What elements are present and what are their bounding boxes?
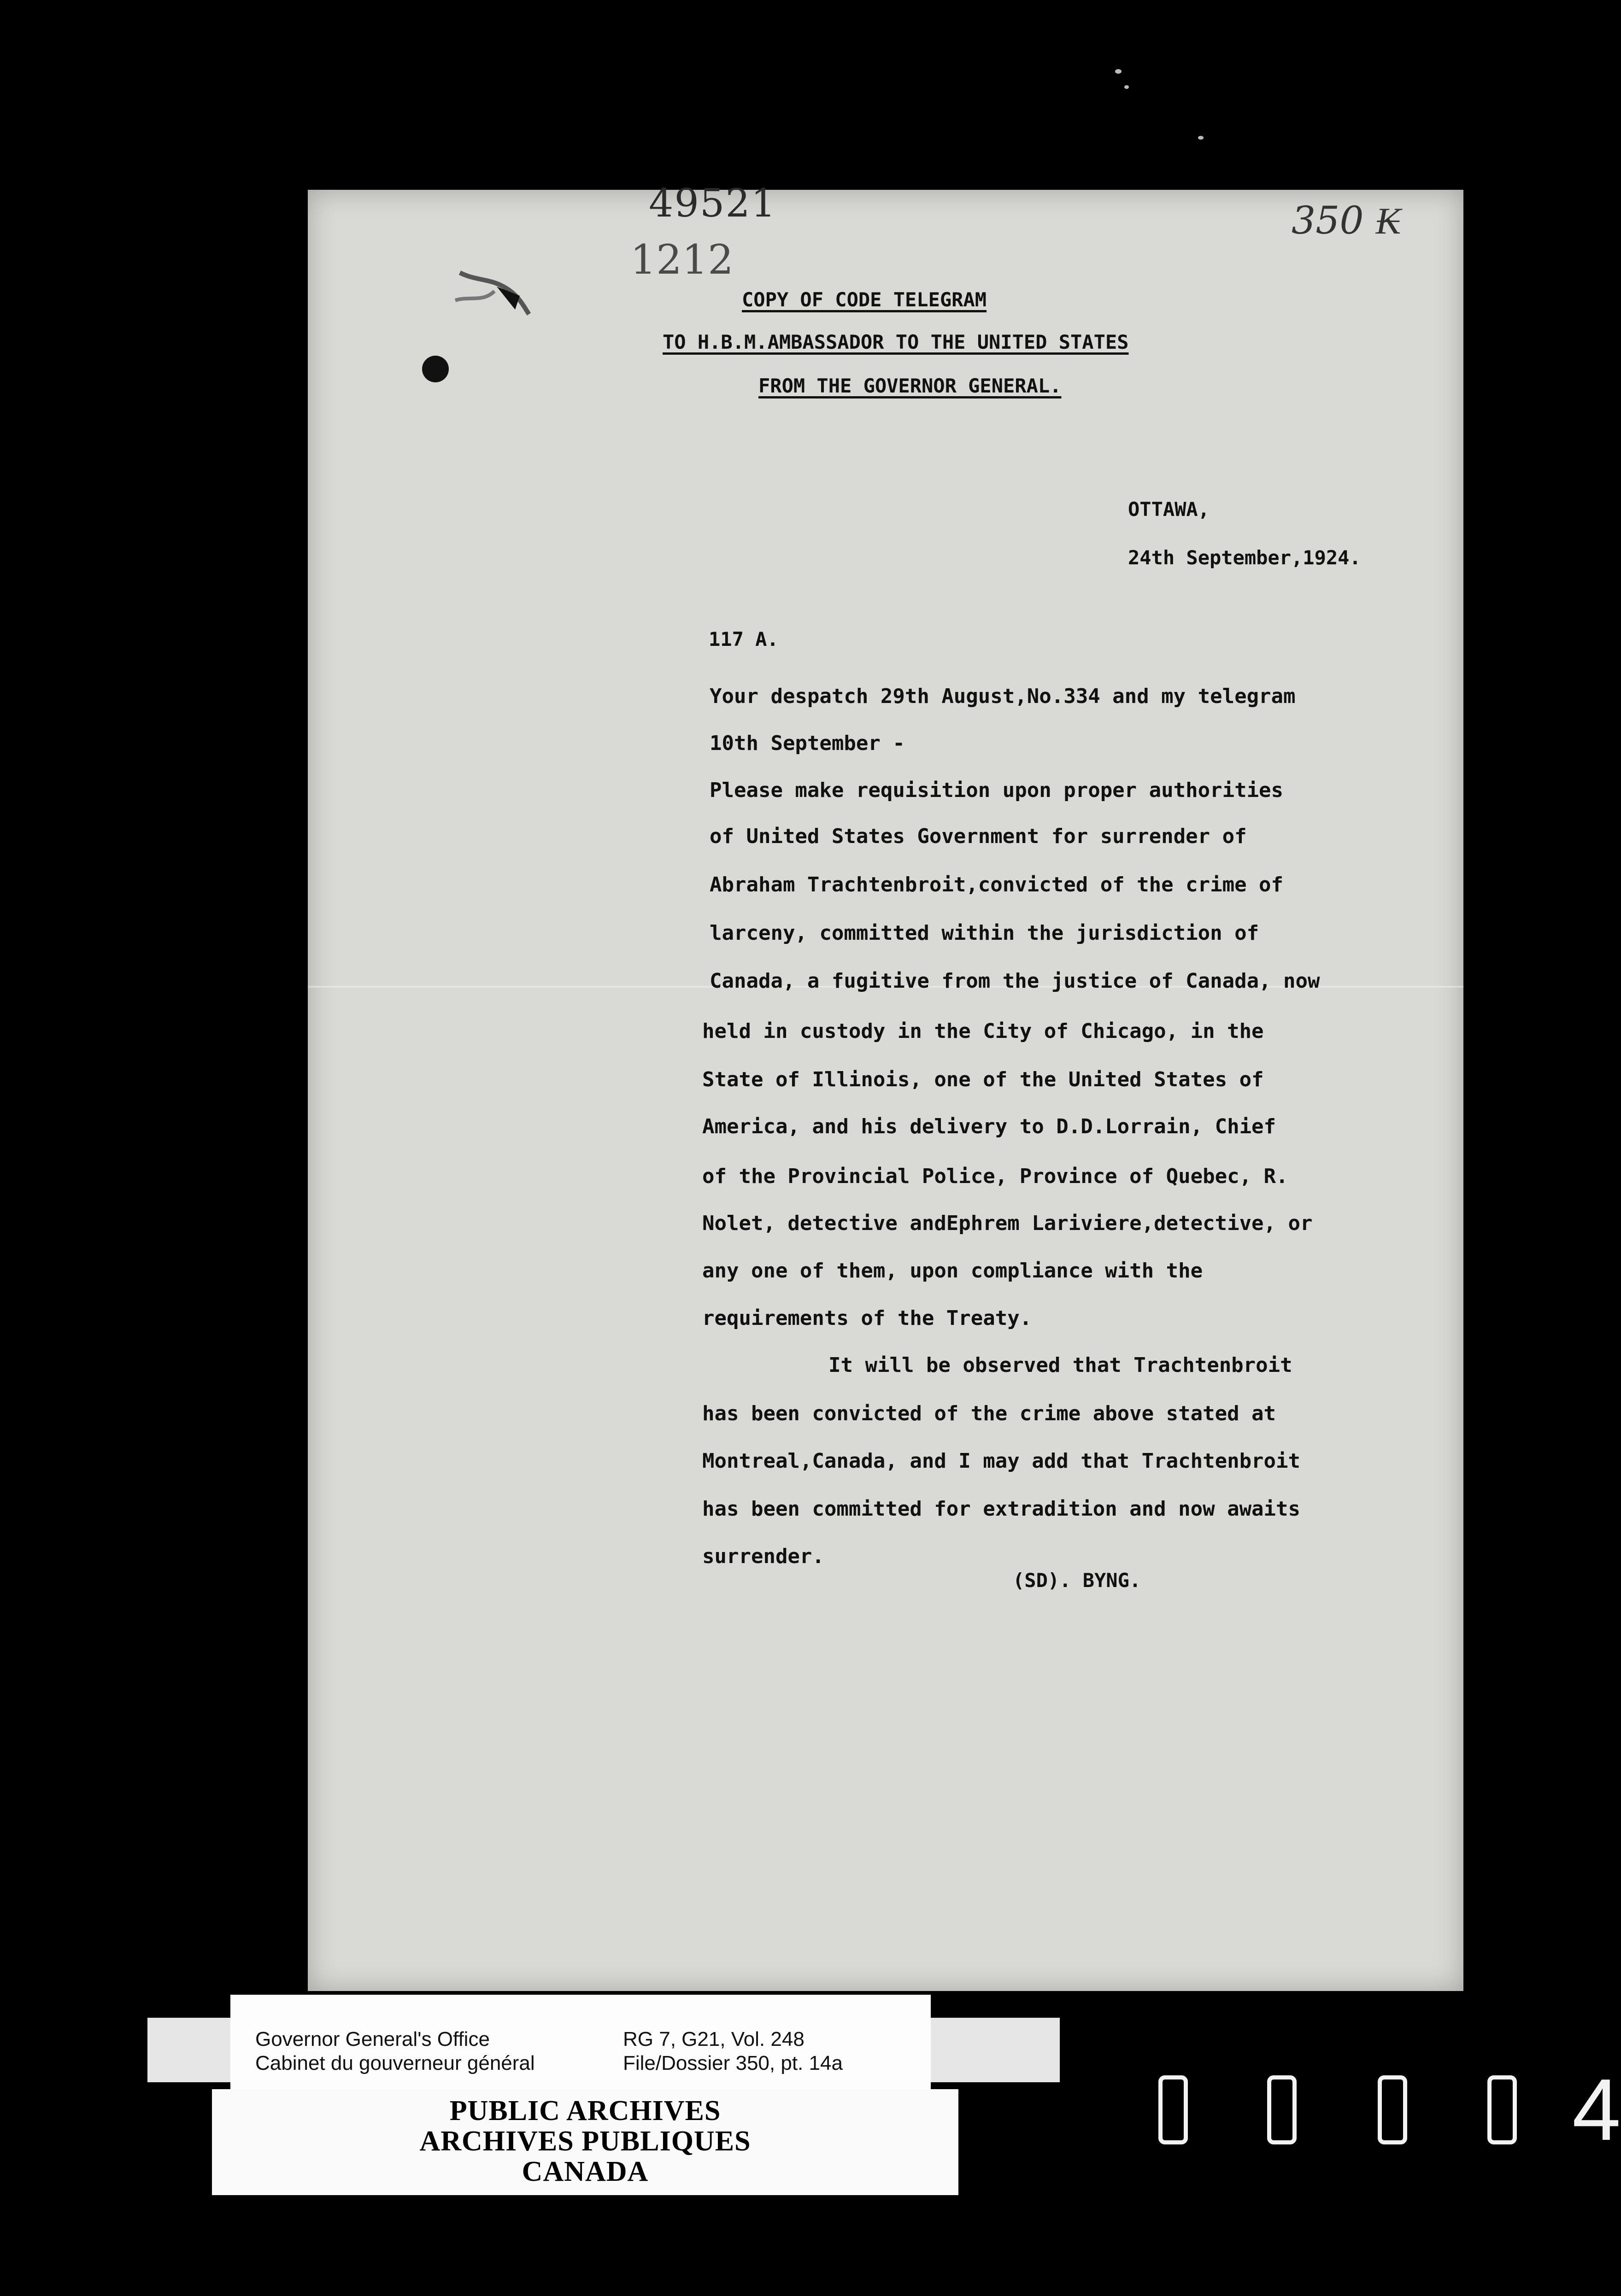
handwritten-sub-number: 1212: [630, 236, 734, 283]
document-page: [308, 181, 1463, 1991]
date: 24th September,1924.: [1128, 546, 1361, 569]
frame-digit: [1378, 2075, 1407, 2144]
reference-line-1: RG 7, G21, Vol. 248: [623, 2028, 805, 2050]
archives-country: CANADA: [522, 2156, 649, 2187]
heading-line-1: COPY OF CODE TELEGRAM: [742, 288, 987, 311]
heading-line-2: TO H.B.M.AMBASSADOR TO THE UNITED STATES: [663, 331, 1129, 353]
frame-digit: [1267, 2075, 1297, 2144]
body-line: Please make requisition upon proper authorities: [710, 779, 1284, 802]
reference-line-2: File/Dossier 350, pt. 14a: [623, 2052, 843, 2074]
body-line: It will be observed that Trachtenbroit: [828, 1353, 1292, 1377]
handwritten-reference: 350 ₭: [1292, 199, 1401, 243]
signature: (SD). BYNG.: [1013, 1569, 1141, 1592]
body-line: surrender.: [702, 1545, 824, 1568]
body-line: Your despatch 29th August,No.334 and my telegram: [710, 685, 1296, 708]
staple-mark: [451, 264, 538, 323]
frame-digit: [1487, 2075, 1517, 2144]
film-speck: [1198, 136, 1204, 140]
archives-name-fr: ARCHIVES PUBLIQUES: [419, 2126, 751, 2157]
frame-digit: [1158, 2075, 1188, 2144]
body-line: 10th September -: [710, 732, 905, 755]
body-line: State of Illinois, one of the United States of: [702, 1068, 1264, 1091]
body-line: of United States Government for surrender of: [710, 825, 1247, 848]
body-line: requirements of the Treaty.: [702, 1306, 1032, 1330]
archives-stamp: [212, 2089, 958, 2195]
frame-digit-four: 4: [1572, 2061, 1621, 2159]
body-line: Nolet, detective andEphrem Lariviere,detective, or: [702, 1212, 1313, 1235]
handwritten-file-number: 49521: [649, 181, 777, 226]
punch-hole: [422, 356, 449, 382]
film-speck: [1115, 69, 1122, 74]
body-line: Canada, a fugitive from the justice of Canada, now: [710, 969, 1320, 993]
archive-reference-card: [230, 1995, 931, 2091]
archives-name-en: PUBLIC ARCHIVES: [449, 2095, 721, 2126]
film-speck: [1124, 85, 1129, 89]
body-line: held in custody in the City of Chicago, in the: [702, 1019, 1264, 1043]
place: OTTAWA,: [1128, 498, 1210, 521]
office-name-fr: Cabinet du gouverneur général: [255, 2052, 535, 2074]
telegram-number: 117 A.: [709, 628, 779, 650]
body-line: of the Provincial Police, Province of Quebec, R.: [702, 1165, 1288, 1188]
body-line: Abraham Trachtenbroit,convicted of the crime of: [710, 873, 1284, 896]
body-line: Montreal,Canada, and I may add that Trachtenbroit: [702, 1449, 1301, 1473]
body-line: any one of them, upon compliance with the: [702, 1259, 1203, 1283]
body-line: larceny, committed within the jurisdiction of: [710, 921, 1259, 945]
office-name-en: Governor General's Office: [255, 2028, 490, 2050]
body-line: has been convicted of the crime above stated at: [702, 1402, 1276, 1425]
body-line: has been committed for extradition and now awaits: [702, 1497, 1301, 1521]
heading-line-3: FROM THE GOVERNOR GENERAL.: [758, 375, 1062, 397]
body-line: America, and his delivery to D.D.Lorrain, Chief: [702, 1115, 1276, 1138]
